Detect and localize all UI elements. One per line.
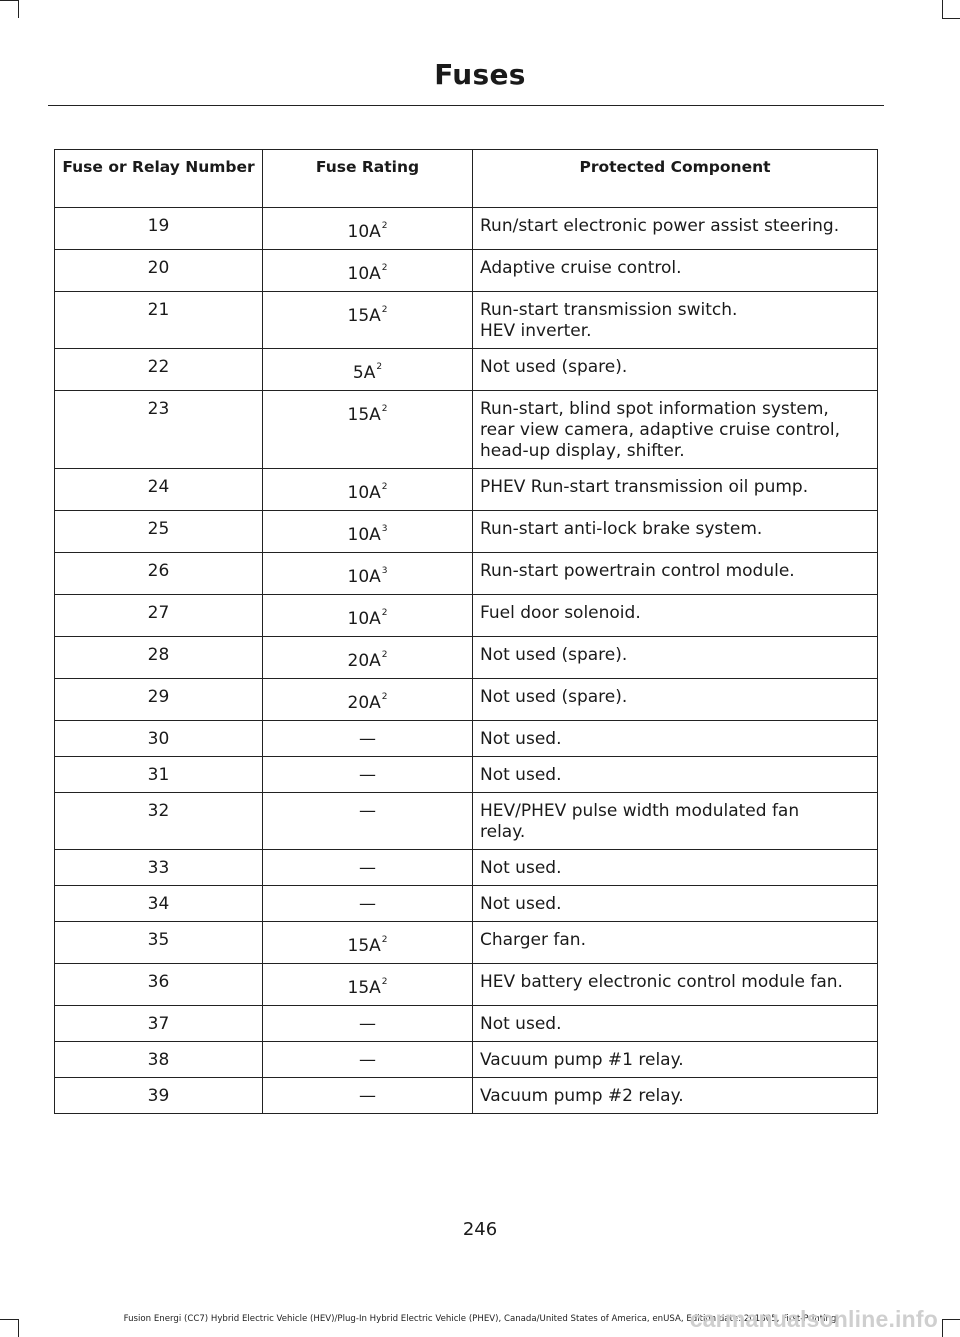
watermark-logo: carmanualsonline.info — [689, 1306, 938, 1332]
component-text-line: Not used. — [480, 894, 562, 914]
table-row — [55, 511, 878, 553]
component-text-line: Run-start powertrain control module. — [480, 561, 795, 581]
fuse-number: 20 — [55, 250, 263, 292]
fuse-rating-value: — — [359, 894, 376, 914]
fuse-number: 30 — [55, 721, 263, 757]
fuse-rating — [263, 886, 473, 922]
protected-component — [473, 292, 878, 349]
table-row — [55, 469, 878, 511]
footnote-marker: 3 — [381, 566, 388, 576]
footer-edition-text: Fusion Energi (CC7) Hybrid Electric Vehicle (HEV)/Plug-In Hybrid Electric Vehicle (PHEV), Canada/United States of America, enUSA, Edition date: 201805, First-Printing — [123, 1314, 837, 1324]
fuse-rating — [263, 1006, 473, 1042]
title-divider — [48, 105, 884, 106]
protected-component — [473, 679, 878, 721]
fuse-number: 32 — [55, 793, 263, 850]
component-text-line: head-up display, shifter. — [480, 441, 685, 461]
protected-component — [473, 721, 878, 757]
table-row — [55, 349, 878, 391]
component-text-line: HEV inverter. — [480, 321, 592, 341]
table-row — [55, 793, 878, 850]
protected-component — [473, 595, 878, 637]
fuse-rating — [263, 757, 473, 793]
fuse-rating-value: 20A — [347, 651, 381, 671]
protected-component — [473, 850, 878, 886]
component-text-line: Not used (spare). — [480, 687, 628, 707]
protected-component — [473, 511, 878, 553]
fuse-rating — [263, 964, 473, 1006]
fuse-number: 27 — [55, 595, 263, 637]
fuse-number: 37 — [55, 1006, 263, 1042]
component-text-line: Charger fan. — [480, 930, 586, 950]
component-text-line: Run/start electronic power assist steering. — [480, 216, 840, 236]
footnote-marker: 2 — [381, 935, 388, 945]
fuse-number: 31 — [55, 757, 263, 793]
table-row — [55, 679, 878, 721]
fuse-rating — [263, 850, 473, 886]
crop-mark — [0, 0, 18, 1]
footnote-marker: 2 — [381, 692, 388, 702]
protected-component — [473, 349, 878, 391]
footnote-marker: 2 — [381, 221, 388, 231]
fuse-rating-value: — — [359, 1050, 376, 1070]
table-row — [55, 922, 878, 964]
fuse-rating — [263, 511, 473, 553]
protected-component — [473, 964, 878, 1006]
footnote-marker: 2 — [381, 482, 388, 492]
fuse-rating-value: 10A — [347, 483, 381, 503]
table-row — [55, 595, 878, 637]
fuse-table — [54, 149, 878, 1114]
footnote-marker: 3 — [381, 524, 388, 534]
fuse-number: 36 — [55, 964, 263, 1006]
table-row — [55, 250, 878, 292]
component-text-line: Not used. — [480, 729, 562, 749]
fuse-rating — [263, 721, 473, 757]
table-row — [55, 964, 878, 1006]
fuse-rating-value: — — [359, 1086, 376, 1106]
fuse-rating — [263, 922, 473, 964]
crop-mark — [942, 0, 943, 18]
component-text-line: Fuel door solenoid. — [480, 603, 641, 623]
fuse-rating — [263, 391, 473, 469]
fuse-rating-value: — — [359, 858, 376, 878]
fuse-rating-value: — — [359, 801, 376, 821]
table-row — [55, 721, 878, 757]
fuse-number: 34 — [55, 886, 263, 922]
component-text-line: PHEV Run-start transmission oil pump. — [480, 477, 809, 497]
fuse-rating — [263, 292, 473, 349]
table-header-row — [55, 150, 878, 208]
fuse-number: 22 — [55, 349, 263, 391]
fuse-rating — [263, 793, 473, 850]
fuse-number: 24 — [55, 469, 263, 511]
fuse-rating-value: 10A — [347, 609, 381, 629]
component-text-line: Not used. — [480, 1014, 562, 1034]
column-header-number: Fuse or Relay Number — [55, 150, 263, 208]
protected-component — [473, 922, 878, 964]
component-text-line: Vacuum pump #1 relay. — [480, 1050, 684, 1070]
protected-component — [473, 1042, 878, 1078]
component-text-line: Not used. — [480, 765, 562, 785]
fuse-number: 21 — [55, 292, 263, 349]
fuse-rating — [263, 349, 473, 391]
fuse-rating-value: 15A — [347, 978, 381, 998]
fuse-rating — [263, 1042, 473, 1078]
fuse-rating-value: 10A — [347, 525, 381, 545]
page-number: 246 — [462, 1219, 498, 1240]
component-text-line: Not used. — [480, 858, 562, 878]
component-text-line: Not used (spare). — [480, 645, 628, 665]
fuse-rating-value: 10A — [347, 264, 381, 284]
protected-component — [473, 757, 878, 793]
protected-component — [473, 250, 878, 292]
protected-component — [473, 391, 878, 469]
fuse-rating-value: — — [359, 729, 376, 749]
fuse-number: 39 — [55, 1078, 263, 1114]
column-header-rating: Fuse Rating — [263, 150, 473, 208]
page-title: Fuses — [434, 58, 526, 91]
protected-component — [473, 1006, 878, 1042]
fuse-rating-value: 15A — [347, 405, 381, 425]
fuse-number: 19 — [55, 208, 263, 250]
fuse-rating — [263, 469, 473, 511]
component-text-line: Run-start anti-lock brake system. — [480, 519, 763, 539]
protected-component — [473, 1078, 878, 1114]
protected-component — [473, 553, 878, 595]
fuse-rating-value: — — [359, 1014, 376, 1034]
protected-component — [473, 637, 878, 679]
fuse-number: 38 — [55, 1042, 263, 1078]
fuse-rating — [263, 1078, 473, 1114]
footnote-marker: 2 — [381, 263, 388, 273]
protected-component — [473, 886, 878, 922]
table-row — [55, 850, 878, 886]
component-text-line: relay. — [480, 822, 526, 842]
table-row — [55, 757, 878, 793]
fuse-number: 33 — [55, 850, 263, 886]
table-row — [55, 292, 878, 349]
fuse-rating-value: — — [359, 765, 376, 785]
fuse-number: 25 — [55, 511, 263, 553]
fuse-rating-value: 10A — [347, 222, 381, 242]
crop-mark — [942, 18, 960, 19]
footnote-marker: 2 — [381, 977, 388, 987]
footnote-marker: 2 — [381, 404, 388, 414]
fuse-rating-value: 10A — [347, 567, 381, 587]
component-text-line: Not used (spare). — [480, 357, 628, 377]
fuse-rating-value: 20A — [347, 693, 381, 713]
fuse-number: 26 — [55, 553, 263, 595]
table-row — [55, 1042, 878, 1078]
component-text-line: Adaptive cruise control. — [480, 258, 682, 278]
fuse-rating-value: 15A — [347, 306, 381, 326]
fuse-rating-value: 5A — [352, 363, 376, 383]
protected-component — [473, 793, 878, 850]
footnote-marker: 2 — [381, 305, 388, 315]
component-text-line: HEV/PHEV pulse width modulated fan — [480, 801, 800, 821]
table-row — [55, 886, 878, 922]
fuse-rating — [263, 595, 473, 637]
footnote-marker: 2 — [376, 362, 383, 372]
crop-mark — [18, 0, 19, 18]
column-header-component: Protected Component — [473, 150, 878, 208]
table-row — [55, 1006, 878, 1042]
component-text-line: rear view camera, adaptive cruise control, — [480, 420, 841, 440]
fuse-rating-value: 15A — [347, 936, 381, 956]
fuse-number: 23 — [55, 391, 263, 469]
table-row — [55, 637, 878, 679]
protected-component — [473, 469, 878, 511]
fuse-rating — [263, 679, 473, 721]
table-row — [55, 1078, 878, 1114]
fuse-rating — [263, 553, 473, 595]
table-row — [55, 553, 878, 595]
footnote-marker: 2 — [381, 650, 388, 660]
component-text-line: Run-start transmission switch. — [480, 300, 738, 320]
table-row — [55, 208, 878, 250]
fuse-rating — [263, 208, 473, 250]
component-text-line: Run-start, blind spot information system, — [480, 399, 829, 419]
fuse-number: 28 — [55, 637, 263, 679]
protected-component — [473, 208, 878, 250]
fuse-rating — [263, 637, 473, 679]
component-text-line: HEV battery electronic control module fan. — [480, 972, 843, 992]
fuse-rating — [263, 250, 473, 292]
fuse-number: 35 — [55, 922, 263, 964]
footnote-marker: 2 — [381, 608, 388, 618]
fuse-number: 29 — [55, 679, 263, 721]
component-text-line: Vacuum pump #2 relay. — [480, 1086, 684, 1106]
table-row — [55, 391, 878, 469]
